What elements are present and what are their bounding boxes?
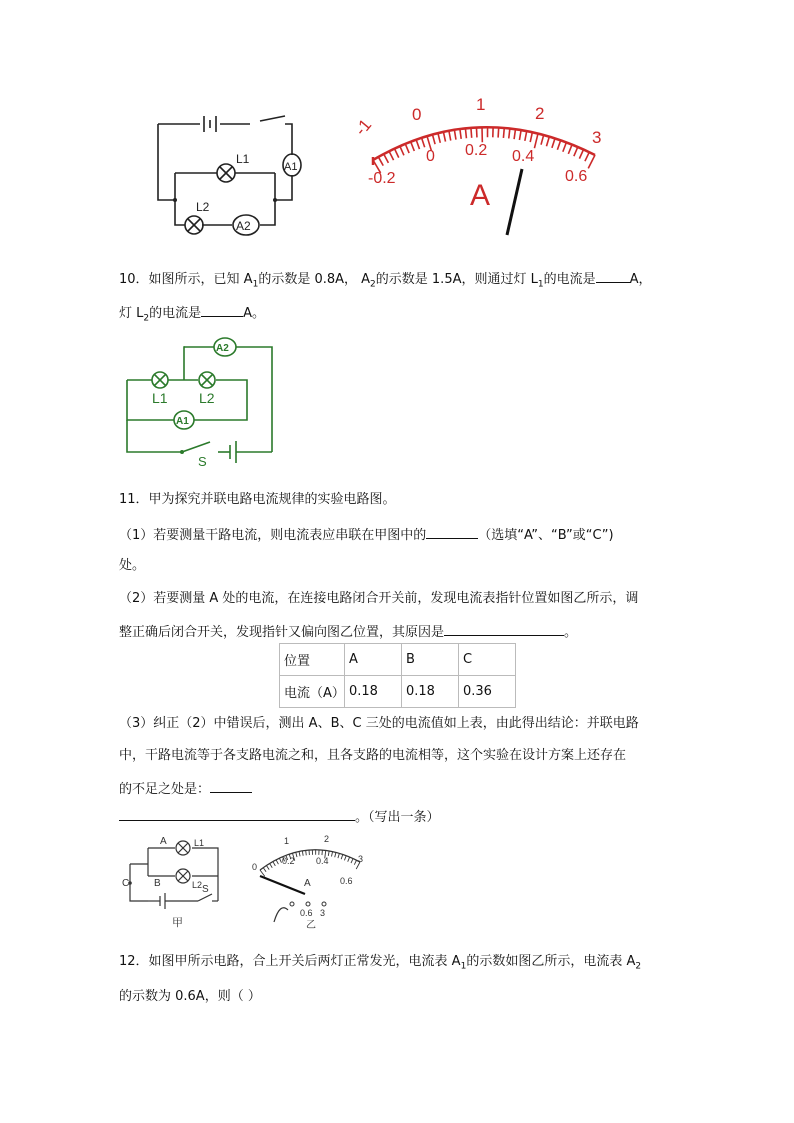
q10-sub: 2 <box>370 279 376 290</box>
dial2-lower: 0.6 <box>340 876 353 886</box>
dial2-lower: 0.4 <box>316 856 329 866</box>
top-circuit-diagram <box>150 110 310 240</box>
q10-sub: 1 <box>537 279 544 290</box>
dial-tick <box>299 851 300 856</box>
dial2-terminal: 3 <box>320 908 326 918</box>
dial-lower-label: -0.2 <box>368 170 396 187</box>
dial-tick <box>394 149 398 158</box>
dial-tick <box>263 868 266 872</box>
dial2-upper: 2 <box>324 834 330 844</box>
q12-sub: 1 <box>460 961 467 972</box>
dial-tick <box>552 138 555 148</box>
dial-tick <box>471 128 472 138</box>
dial-tick <box>384 154 389 163</box>
dial-tick <box>302 851 303 856</box>
q10-sub: 2 <box>143 313 150 324</box>
answer-blank[interactable] <box>210 778 252 793</box>
dial-tick <box>332 852 333 857</box>
answer-blank[interactable] <box>426 524 478 539</box>
q11-text: （选填“A”、“B”或“C”) <box>478 528 614 543</box>
q12-sub: 2 <box>635 961 642 972</box>
dial-tick <box>530 132 532 142</box>
dial-tick <box>296 852 297 857</box>
table-header: C <box>459 644 516 676</box>
q10-sub: 1 <box>252 279 259 290</box>
dial-tick <box>541 135 544 145</box>
dial-tick <box>588 155 595 168</box>
dial-tick <box>416 140 419 149</box>
q12-line2: 的示数为 0.6A，则（ ） <box>119 989 261 1004</box>
dial-tick <box>341 854 343 859</box>
dial-tick <box>503 128 504 138</box>
q12-line1 <box>119 952 641 977</box>
table-header: A <box>345 644 402 676</box>
dial-tick <box>338 853 339 858</box>
table-cell: 电流（A） <box>280 676 345 708</box>
dial-tick <box>389 151 393 160</box>
table-row <box>280 676 516 708</box>
q11-p1-line2: 处。 <box>119 558 146 573</box>
dial2-unit: A <box>304 878 311 889</box>
dial-tick <box>525 131 527 141</box>
table-row <box>280 644 516 676</box>
label-a1: A1 <box>176 416 189 427</box>
dial-lower-label: 0.6 <box>565 168 588 185</box>
q11-text: （1）若要测量干路电流，则电流表应串联在甲图中的 <box>119 528 427 543</box>
dial-tick <box>270 863 273 867</box>
dial2-upper: 3 <box>358 854 364 864</box>
dial-tick <box>454 130 456 140</box>
label-l2: L2 <box>199 390 215 406</box>
q10-text: 灯 L <box>119 306 144 321</box>
label-s: S <box>202 884 209 895</box>
dial-tick <box>273 862 275 866</box>
dial-tick <box>354 860 356 864</box>
label-l1: L1 <box>194 838 205 848</box>
dial-tick <box>438 133 440 143</box>
dial-upper-label: 2 <box>535 104 545 123</box>
dial-tick <box>465 128 466 138</box>
table-cell: 0.36 <box>459 676 516 708</box>
dial2-needle <box>260 876 305 894</box>
dial-tick <box>378 157 383 166</box>
dial-tick <box>546 137 549 147</box>
dial-tick <box>514 129 515 139</box>
dial-tick <box>449 131 451 141</box>
dial-tick <box>574 147 578 156</box>
q11-title: 11．甲为探究并联电路电流规律的实验电路图。 <box>119 492 396 507</box>
dial-needle <box>507 169 522 235</box>
label-l1: L1 <box>236 152 250 166</box>
dial-tick <box>276 860 278 864</box>
caption-jia: 甲 <box>172 917 183 929</box>
q11-p3-line3 <box>119 778 252 800</box>
dial-tick <box>411 142 415 151</box>
dial-upper-label: 0 <box>412 105 422 124</box>
dial-tick <box>460 129 461 139</box>
dial2-upper: 1 <box>284 836 290 846</box>
q11-text: 。 <box>564 625 578 640</box>
label-a1: A1 <box>284 161 298 173</box>
dial-tick <box>405 144 409 153</box>
label-c: C <box>122 878 130 889</box>
q11-text: 整正确后闭合开关，发现指针又偏向图乙位置，其原因是 <box>119 625 445 640</box>
label-l2: L2 <box>192 880 203 890</box>
dial-tick <box>351 859 353 864</box>
label-l1: L1 <box>152 390 168 406</box>
q11-p2-line1: （2）若要测量 A 处的电流，在连接电路闭合开关前，发现电流表指针位置如图乙所示，调 <box>119 591 639 606</box>
dial-tick <box>432 135 435 145</box>
q10-text: 的电流是 <box>543 272 596 287</box>
answer-blank[interactable] <box>201 302 243 317</box>
table-cell: 0.18 <box>345 676 402 708</box>
dial2-upper: 0 <box>252 862 258 872</box>
q11-p1-line1 <box>119 524 614 546</box>
dial-tick <box>306 850 307 855</box>
label-a2: A2 <box>216 343 229 354</box>
q10-text: 的电流是 <box>149 306 202 321</box>
q10-text: A。 <box>243 306 266 321</box>
q11-p2-line2 <box>119 621 577 643</box>
table-header: 位置 <box>280 644 345 676</box>
caption-yi: 乙 <box>306 920 316 931</box>
dial-lower-label: 0 <box>426 148 435 165</box>
q11-text: 的不足之处是： <box>119 782 211 797</box>
dial-tick <box>400 146 404 155</box>
ammeter-dial <box>340 95 620 240</box>
dial-tick <box>348 857 350 862</box>
q11-text: 。（写出一条） <box>355 810 440 825</box>
table-header: B <box>402 644 459 676</box>
dial-tick <box>509 129 510 139</box>
q11-ammeter-dial <box>250 832 370 932</box>
q11-p3-line4 <box>119 806 440 828</box>
q12-text: 12．如图甲所示电路，合上开关后两灯正常发光，电流表 A <box>119 954 461 969</box>
dial-tick <box>579 150 583 159</box>
answer-blank[interactable] <box>444 621 564 636</box>
dial-tick <box>335 852 336 857</box>
current-table <box>279 643 516 708</box>
q10-text: 的示数是 1.5A，则通过灯 L <box>375 272 538 287</box>
dial2-lower: 0.2 <box>282 856 295 866</box>
q10-line2 <box>119 302 265 329</box>
answer-blank[interactable] <box>596 268 630 283</box>
q11-p3-line1: （3）纠正（2）中错误后，测出 A、B、C 三处的电流值如上表，由此得出结论：并联电路 <box>119 716 639 731</box>
q10-text: A， <box>629 272 652 287</box>
dial-tick <box>534 134 538 149</box>
label-b: B <box>154 878 161 889</box>
dial-tick <box>422 138 425 147</box>
q10-circuit-diagram <box>122 335 282 470</box>
dial-tick <box>344 856 346 861</box>
label-a2: A2 <box>236 219 251 233</box>
dial-tick <box>519 130 521 140</box>
dial-tick <box>568 145 572 154</box>
q10-text: 10．如图所示，已知 A <box>119 272 253 287</box>
label-switch: S <box>198 454 207 469</box>
label-l2: L2 <box>196 200 210 214</box>
dial-tick <box>498 128 499 138</box>
dial-lower-label: 0.4 <box>512 148 535 165</box>
table-cell: 0.18 <box>402 676 459 708</box>
q11-circuit-diagram <box>120 836 250 934</box>
dial-tick <box>443 132 445 142</box>
q12-text: 的示数如图乙所示，电流表 A <box>466 954 636 969</box>
dial-tick <box>557 140 560 149</box>
dial-lower-label: 0.2 <box>465 142 488 159</box>
dial-unit: A <box>470 179 491 212</box>
dial-upper-label: -1 <box>351 115 376 140</box>
dial-tick <box>585 152 589 161</box>
answer-blank[interactable] <box>119 806 355 821</box>
label-a: A <box>160 836 167 847</box>
q10-line1 <box>119 268 652 295</box>
dial-tick <box>563 142 567 151</box>
q10-text: 的示数是 0.8A， A <box>258 272 371 287</box>
q11-p3-line2: 中，干路电流等于各支路电流之和，且各支路的电流相等，这个实验在设计方案上还存在 <box>119 748 627 763</box>
dial-upper-label: 3 <box>592 128 602 147</box>
dial-tick <box>266 865 269 869</box>
dial2-terminal: 0.6 <box>300 908 313 918</box>
dial-upper-label: 1 <box>476 95 486 114</box>
